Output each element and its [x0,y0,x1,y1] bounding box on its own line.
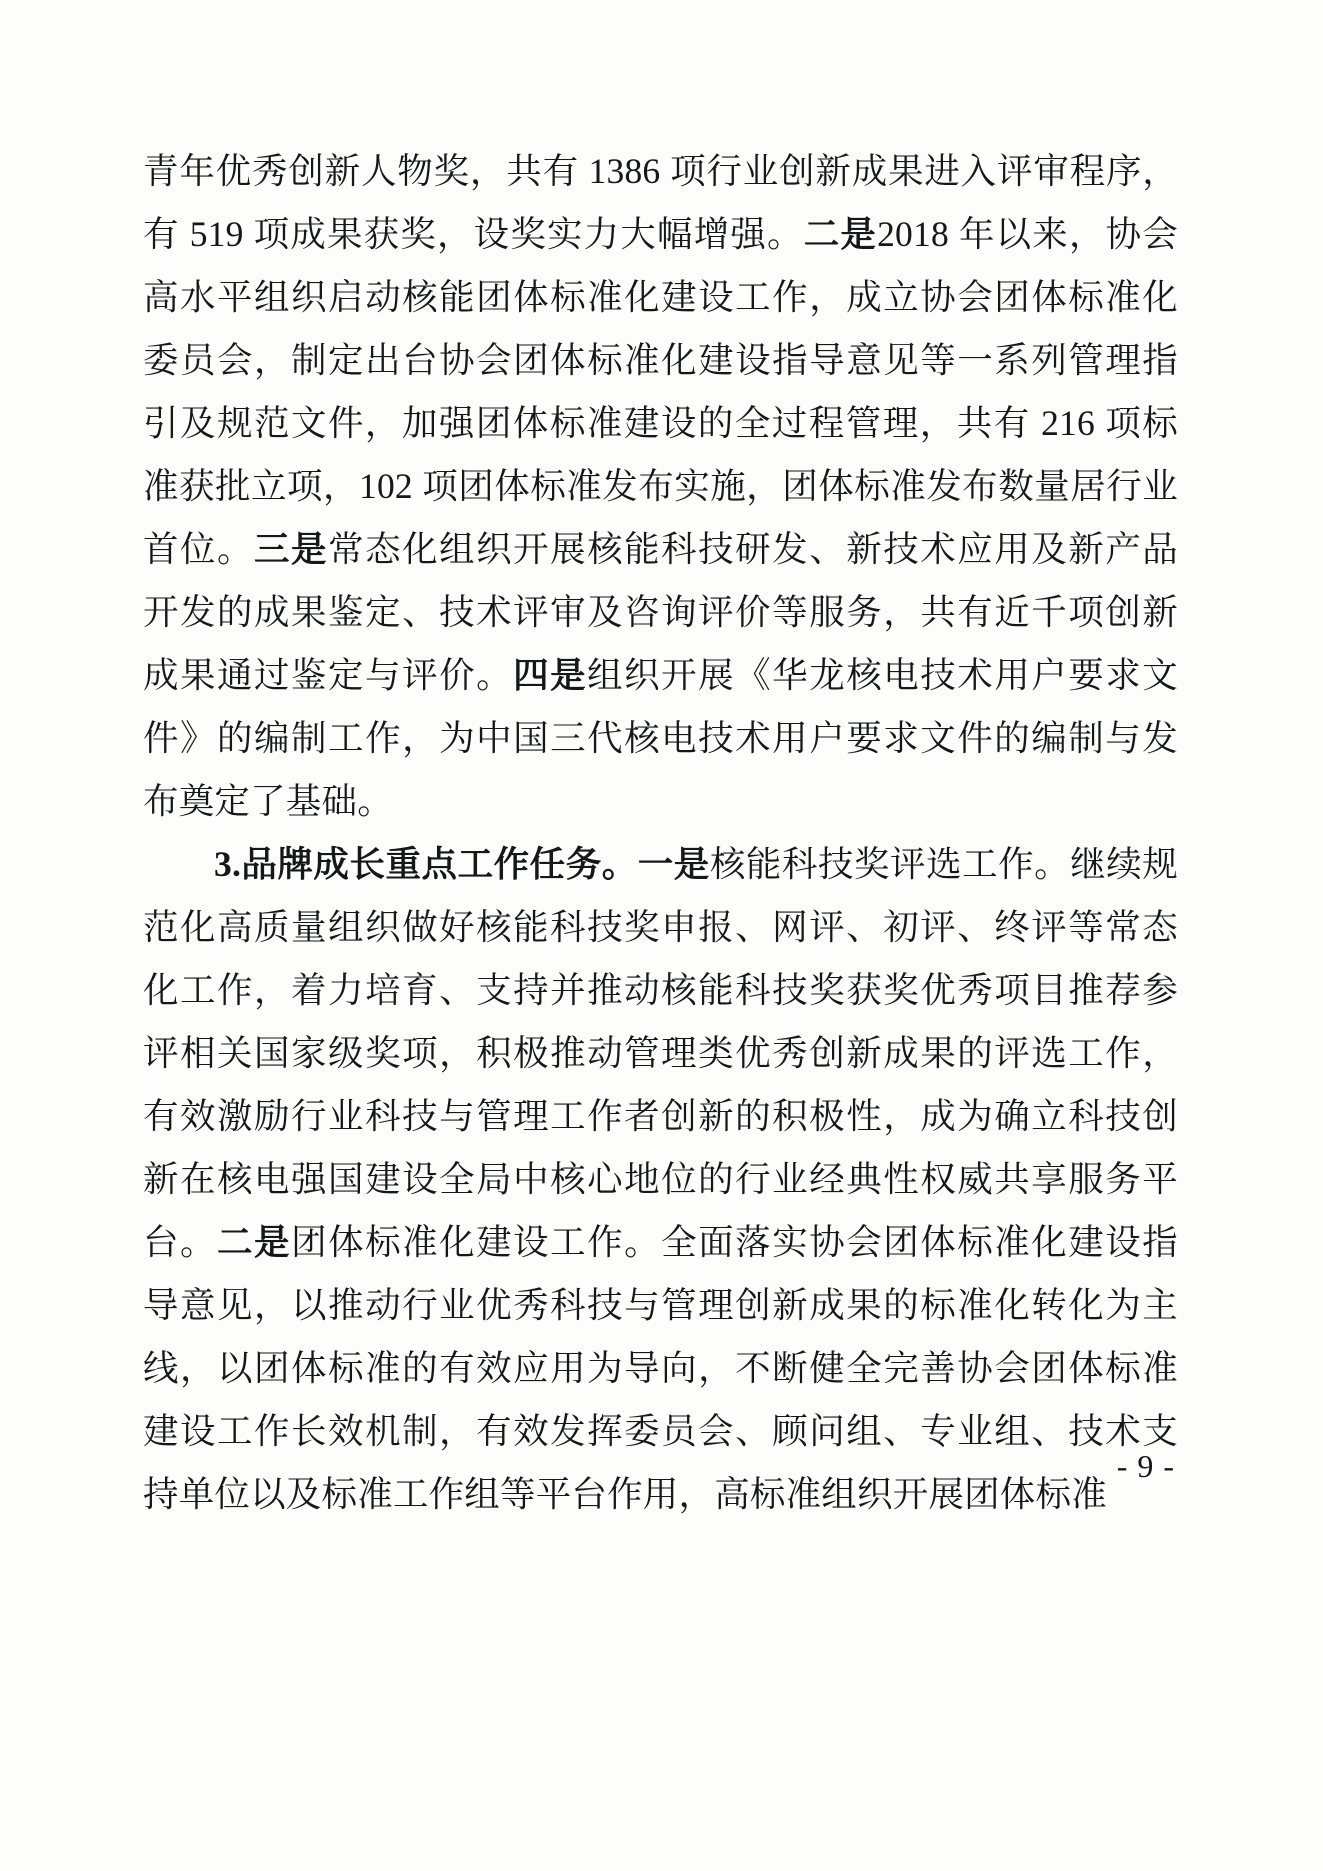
text-run: 2018 年以来，协会高水平组织启动核能团体标准化建设工作，成立协会团体标准化委员会，制定出台协会团体标准化建设指导意见等一系列管理指引及规范文件，加强团体标准建设的全过程管理，共有 216 项标准获批立项，102 项团体标准发布实施，团体标准发布数量居行业首位。 [143,214,1179,569]
page-body [143,140,1178,1526]
text-run: 3.品牌成长重点工作任务。 [214,844,638,884]
text-run: 三是 [254,529,329,569]
text-run: 一是 [637,844,710,884]
text-run: 常态化组织开展核能科技研发、新技术应用及新产品开发的成果鉴定、技术评审及咨询评价等服务，共有近千项创新成果通过鉴定与评价。 [143,529,1178,695]
text-run: 团体标准化建设工作。全面落实协会团体标准化建设指导意见，以推动行业优秀科技与管理创新成果的标准化转化为主线，以团体标准的有效应用为导向，不断健全完善协会团体标准建设工作长效机制，有效发挥委员会、顾问组、专业组、技术支持单位以及标准工作组等平台作用，高标准组织开展团体标准 [143,1222,1178,1514]
text-run: 二是 [803,214,878,254]
paragraph-para-brand-growth [143,833,1178,1526]
text-run: 组织开展《华龙核电技术用户要求文件》的编制工作，为中国三代核电技术用户要求文件的编制与发布奠定了基础。 [143,655,1178,821]
text-run: 二是 [217,1222,292,1262]
text-run: 核能科技奖评选工作。继续规范化高质量组织做好核能科技奖申报、网评、初评、终评等常态化工作，着力培育、支持并推动核能科技奖获奖优秀项目推荐参评相关国家级奖项，积极推动管理类优秀创新成果的评选工作，有效激励行业科技与管理工作者创新的积极性，成为确立科技创新在核电强国建设全局中核心地位的行业经典性权威共享服务平台。 [143,844,1178,1262]
text-run: 青年优秀创新人物奖，共有 1386 项行业创新成果进入评审程序，有 519 项成果获奖，设奖实力大幅增强。 [143,151,1178,254]
paragraph-para-continued-1 [143,140,1178,833]
text-run: 四是 [513,655,588,695]
page-number: - 9 - [1116,1448,1175,1484]
